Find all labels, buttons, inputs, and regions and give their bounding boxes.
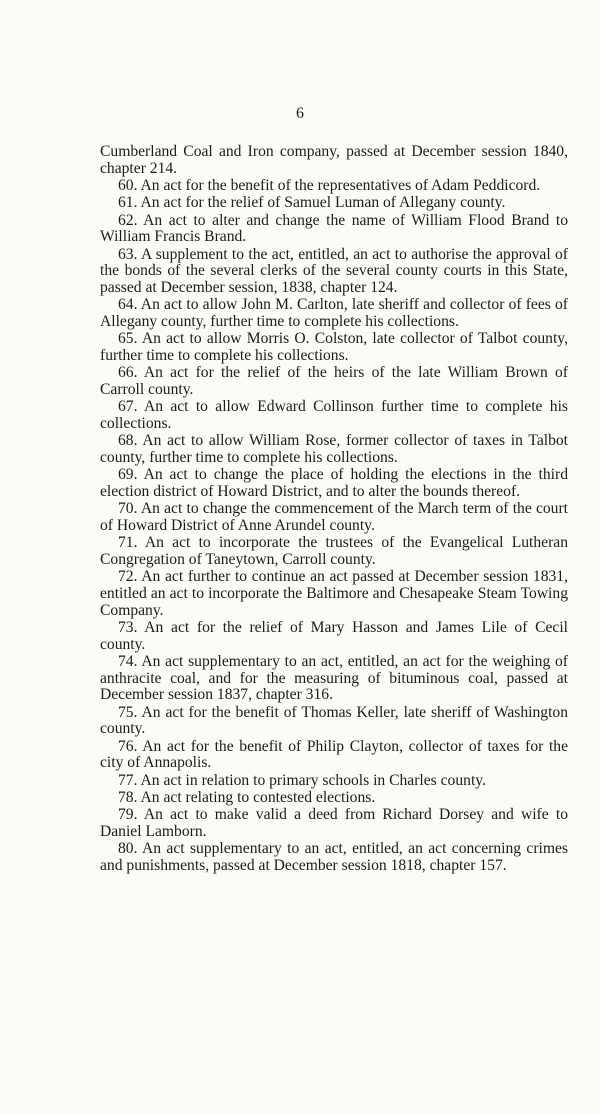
- entry-71: 71. An act to incorporate the trustees of the Evangelical Lutheran Congregation of Taneytown, Carroll county.: [100, 534, 568, 568]
- entry-79: 79. An act to make valid a deed from Richard Dorsey and wife to Daniel Lamborn.: [100, 806, 568, 840]
- entry-60: 60. An act for the benefit of the representatives of Adam Peddicord.: [118, 177, 541, 194]
- entry-73: 73. An act for the relief of Mary Hasson and James Lile of Cecil county.: [100, 619, 568, 653]
- entry-77: 77. An act in relation to primary schools in Charles county.: [118, 771, 486, 789]
- entry-80: 80. An act supplementary to an act, entitled, an act concerning crimes and punishments, passed at December session 1818, chapter 157.: [100, 840, 568, 874]
- entry-72: 72. An act further to continue an act passed at December session 1831, entitled an act to incorporate the Baltimore and Chesapeake Steam Towing Company.: [100, 568, 568, 619]
- entry-69: 69. An act to change the place of holding the elections in the third election district of Howard District, and to alter the bounds thereof.: [100, 466, 568, 500]
- entry-78: 78. An act relating to contested elections.: [118, 789, 376, 806]
- entry-70: 70. An act to change the commencement of the March term of the court of Howard District of Anne Arundel county.: [100, 500, 568, 534]
- entry-62: 62. An act to alter and change the name of William Flood Brand to William Francis Brand.: [100, 211, 568, 246]
- entry-64: 64. An act to allow John M. Carlton, late sheriff and collector of fees of Allegany county, further time to complete his collections.: [100, 296, 568, 330]
- entry-67: 67. An act to allow Edward Collinson further time to complete his collections.: [100, 398, 568, 432]
- entry-68: 68. An act to allow William Rose, former collector of taxes in Talbot county, further time to complete his collections.: [100, 432, 568, 466]
- entry-65: 65. An act to allow Morris O. Colston, late collector of Talbot county, further time to complete his collections.: [100, 330, 568, 364]
- page-number: 6: [296, 105, 304, 122]
- entry-63: 63. A supplement to the act, entitled, an act to authorise the approval of the bonds of the several clerks of the several county courts in this State, passed at December session, 1838, chapter 124.: [100, 245, 568, 296]
- entry-continued: Cumberland Coal and Iron company, passed at December session 1840, chapter 214.: [100, 143, 568, 177]
- entry-61: 61. An act for the relief of Samuel Luman of Allegany county.: [118, 194, 506, 212]
- entry-76: 76. An act for the benefit of Philip Clayton, collector of taxes for the city of Annapolis.: [100, 737, 568, 772]
- document-body: [100, 144, 568, 875]
- entry-75: 75. An act for the benefit of Thomas Keller, late sheriff of Washington county.: [100, 703, 568, 738]
- entry-66: 66. An act for the relief of the heirs of the late William Brown of Carroll county.: [100, 364, 568, 398]
- entry-74: 74. An act supplementary to an act, entitled, an act for the weighing of anthracite coal, and for the measuring of bituminous coal, passed at December session 1837, chapter 316.: [100, 653, 568, 704]
